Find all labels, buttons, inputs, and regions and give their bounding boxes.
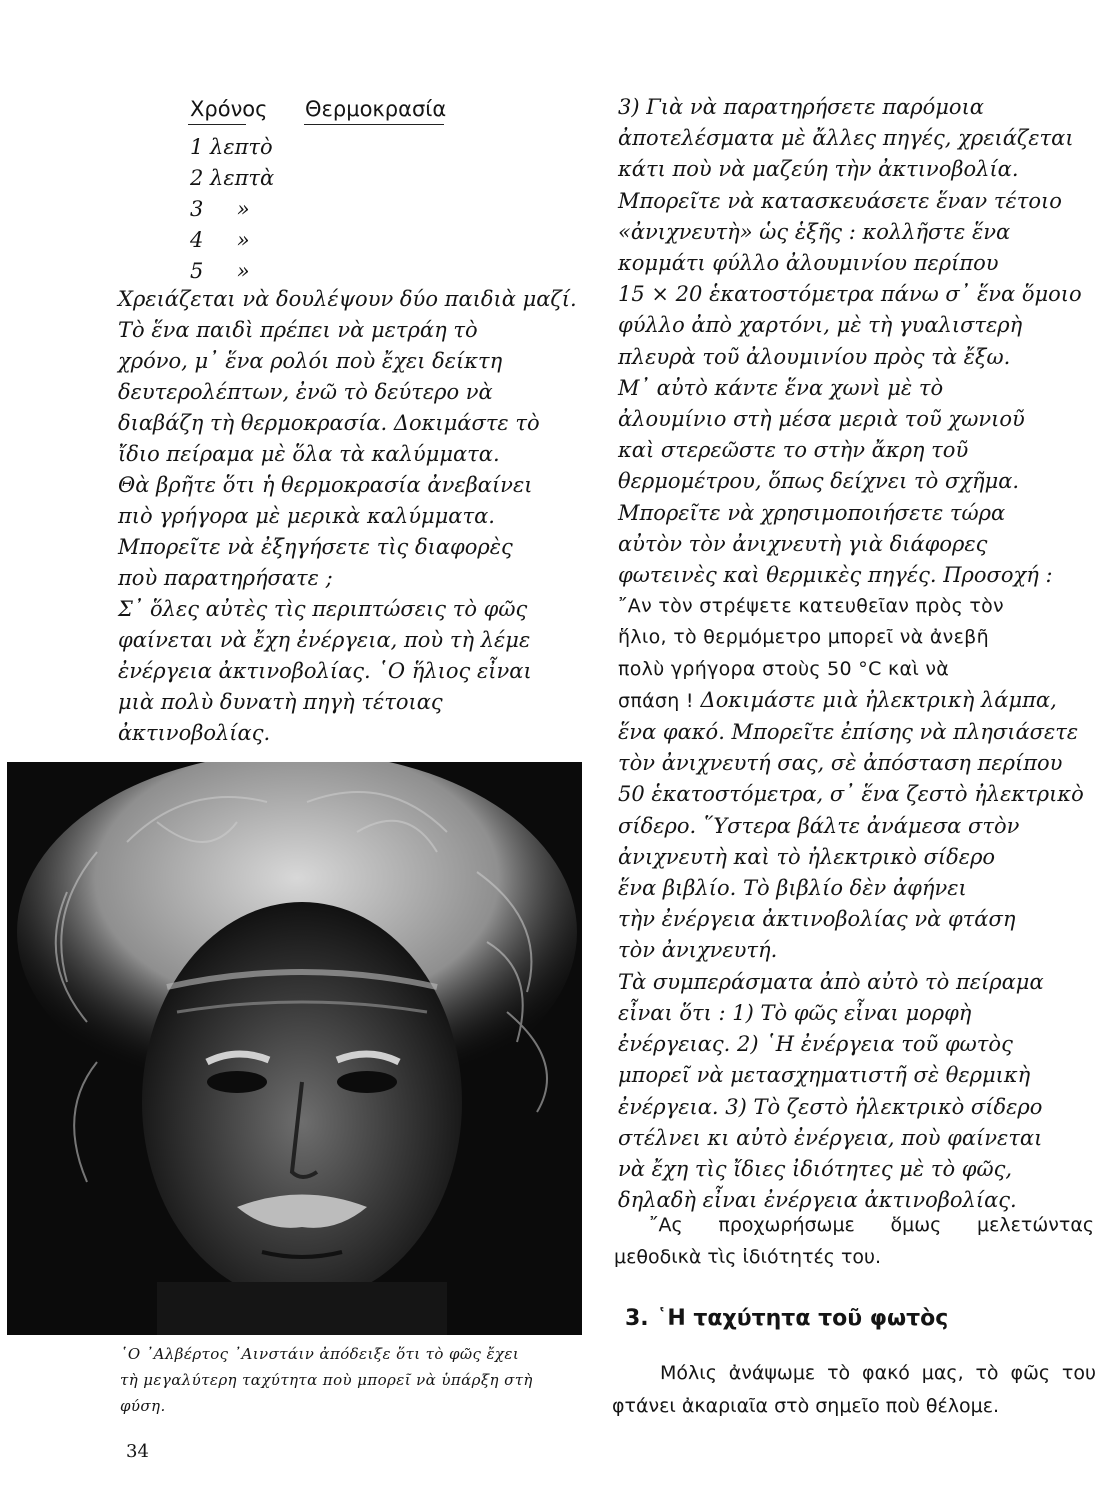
right-paragraph [618, 92, 1093, 1216]
text-line: Μπορεῖτε νὰ κατασκευάσετε ἕναν τέτοιο [618, 188, 1062, 213]
text-line: Χρειάζεται νὰ δουλέψουν δύο παιδιὰ μαζί. [118, 287, 577, 311]
text-line: ἀνιχνευτὴ καὶ τὸ ἠλεκτρικὸ σίδερο [618, 844, 996, 869]
table-row: 5 » [190, 259, 250, 283]
section-heading: 3. ῾Η ταχύτητα τοῦ φωτὸς [625, 1306, 949, 1331]
text-line: ἕνα βιβλίο. Τὸ βιβλίο δὲν ἀφήνει [618, 876, 967, 901]
text-line: ἀποτελέσματα μὲ ἄλλες πηγές, χρειάζεται [618, 126, 1074, 151]
page-number: 34 [126, 1441, 149, 1462]
text-line: ποὺ παρατηρήσατε ; [118, 566, 333, 590]
text-line: ἀλουμίνιο στὴ μέσα μεριὰ τοῦ χωνιοῦ [618, 407, 1025, 432]
text-line: πιὸ γρήγορα μὲ μερικὰ καλύμματα. [118, 504, 495, 528]
text-line: δευτερολέπτων, ἐνῶ τὸ δεύτερο νὰ [118, 380, 493, 404]
text-line: διαβάζη τὴ θερμοκρασία. Δοκιμάστε τὸ [118, 411, 540, 435]
warning-line: ἥλιο, τὸ θερμόμετρο μπορεῖ νὰ ἀνεβῆ [618, 626, 989, 649]
warning-line: ῎Αν τὸν στρέψετε κατευθεῖαν πρὸς τὸν [618, 595, 1004, 618]
text-line: φωτεινὲς καὶ θερμικὲς πηγές. Προσοχή : [618, 563, 1053, 588]
text-line: τὴν ἐνέργεια ἀκτινοβολίας νὰ φτάση [618, 907, 1016, 932]
table-header-rule [188, 124, 246, 125]
text-line: ἀκτινοβολίας. [118, 721, 271, 745]
text-line: κομμάτι φύλλο ἀλουμινίου περίπου [618, 251, 999, 276]
text-line: 15 × 20 ἑκατοστόμετρα πάνω σ᾽ ἕνα ὅμοιο [618, 282, 1082, 307]
photo-caption [120, 1341, 600, 1419]
warning-line: σπάση ! [618, 689, 694, 712]
section-text: Μόλις ἀνάψωμε τὸ φακό μας, τὸ φῶς του φτάνει ἀκαριαῖα στὸ σημεῖο ποὺ θέλομε. [612, 1362, 1096, 1417]
text-line [618, 685, 1093, 717]
text-fragment: Δοκιμάστε μιὰ ἠλεκτρικὴ λάμπα, [693, 687, 1057, 712]
text-line: καὶ στερεῶστε το στὴν ἄκρη τοῦ [618, 438, 969, 463]
text-line: δηλαδὴ εἶναι ἐνέργεια ἀκτινοβολίας. [618, 1188, 1017, 1213]
table-row: 3 » [190, 197, 250, 221]
text-line: ἐνέργεια. 3) Τὸ ζεστὸ ἠλεκτρικὸ σίδερο [618, 1094, 1043, 1119]
closing-paragraph [614, 1209, 1094, 1273]
text-line: κάτι ποὺ νὰ μαζεύη τὴν ἀκτινοβολία. [618, 157, 1019, 182]
text-line: ἐνέργειας. 2) ῾Η ἐνέργεια τοῦ φωτὸς [618, 1032, 1013, 1057]
table-row: 4 » [190, 228, 250, 252]
text-line: πλευρὰ τοῦ ἀλουμινίου πρὸς τὰ ἔξω. [618, 344, 1011, 369]
text-line: θερμομέτρου, ὅπως δείχνει τὸ σχῆμα. [618, 469, 1020, 494]
text-line: Τὸ ἕνα παιδὶ πρέπει νὰ μετράη τὸ [118, 318, 478, 342]
text-line: 50 ἑκατοστόμετρα, σ᾽ ἕνα ζεστὸ ἠλεκτρικὸ [618, 782, 1084, 807]
text-line: ἕνα φακό. Μπορεῖτε ἐπίσης νὰ πλησιάσετε [618, 720, 1079, 745]
text-line: τὸν ἀνιχνευτή σας, σὲ ἀπόσταση περίπου [618, 751, 1063, 776]
closing-text: ῎Ας προχωρήσωμε ὅμως μελετώντας μεθοδικὰ τὶς ἰδιότητές του. [614, 1214, 1094, 1268]
text-line: Σ᾽ ὅλες αὐτὲς τὶς περιπτώσεις τὸ φῶς [118, 597, 528, 621]
text-line: εἶναι ὅτι : 1) Τὸ φῶς εἶναι μορφὴ [618, 1000, 972, 1025]
caption-line: φύση. [120, 1397, 166, 1415]
table-header-time: Χρόνος [190, 97, 268, 121]
text-line: φαίνεται νὰ ἔχη ἐνέργεια, ποὺ τὴ λέμε [118, 628, 531, 652]
table-row: 1 λεπτὸ [190, 135, 273, 159]
portrait-photo [7, 762, 582, 1335]
warning-line: πολὺ γρήγορα στοὺς 50 °C καὶ νὰ [618, 657, 950, 680]
text-line: 3) Γιὰ νὰ παρατηρήσετε παρόμοια [618, 95, 984, 119]
text-line: νὰ ἔχη τὶς ἴδιες ἰδιότητες μὲ τὸ φῶς, [618, 1156, 1013, 1181]
caption-line: ῾Ο ᾽Αλβέρτος ᾽Αινστάιν ἀπόδειξε ὅτι τὸ φῶς ἔχει [120, 1345, 520, 1363]
table-row: 2 λεπτὰ [190, 166, 275, 190]
text-line: αὐτὸν τὸν ἀνιχνευτὴ γιὰ διάφορες [618, 531, 988, 556]
section-body [612, 1357, 1096, 1423]
table-header-rule [304, 124, 444, 125]
text-line: ἴδιο πείραμα μὲ ὅλα τὰ καλύμματα. [118, 442, 500, 466]
text-line: «ἀνιχνευτὴ» ὡς ἑξῆς : κολλῆστε ἕνα [618, 219, 1011, 244]
text-line: Μπορεῖτε νὰ ἐξηγήσετε τὶς διαφορὲς [118, 535, 513, 559]
text-line: χρόνο, μ᾽ ἕνα ρολόι ποὺ ἔχει δείκτη [118, 349, 503, 373]
left-paragraph [118, 284, 583, 749]
text-line: ἐνέργεια ἀκτινοβολίας. ῾Ο ἥλιος εἶναι [118, 659, 532, 683]
text-line: Μ᾽ αὐτὸ κάντε ἕνα χωνὶ μὲ τὸ [618, 375, 944, 400]
caption-line: τὴ μεγαλύτερη ταχύτητα ποὺ μπορεῖ νὰ ὑπάρξη στὴ [120, 1371, 533, 1389]
text-line: μπορεῖ νὰ μετασχηματιστῆ σὲ θερμικὴ [618, 1063, 1031, 1088]
text-line: φύλλο ἀπὸ χαρτόνι, μὲ τὴ γυαλιστερὴ [618, 313, 1023, 338]
text-line: στέλνει κι αὐτὸ ἐνέργεια, ποὺ φαίνεται [618, 1125, 1043, 1150]
portrait-illustration [7, 762, 582, 1335]
text-line: σίδερο. ῞Υστερα βάλτε ἀνάμεσα στὸν [618, 813, 1020, 838]
text-line: τὸν ἀνιχνευτή. [618, 938, 778, 963]
text-line: Μπορεῖτε νὰ χρησιμοποιήσετε τώρα [618, 500, 1006, 525]
text-line: Θὰ βρῆτε ὅτι ἡ θερμοκρασία ἀνεβαίνει [118, 473, 533, 497]
text-line: μιὰ πολὺ δυνατὴ πηγὴ τέτοιας [118, 690, 443, 714]
table-header-temperature: Θερμοκρασία [305, 97, 447, 121]
text-line: Τὰ συμπεράσματα ἀπὸ αὐτὸ τὸ πείραμα [618, 969, 1044, 994]
